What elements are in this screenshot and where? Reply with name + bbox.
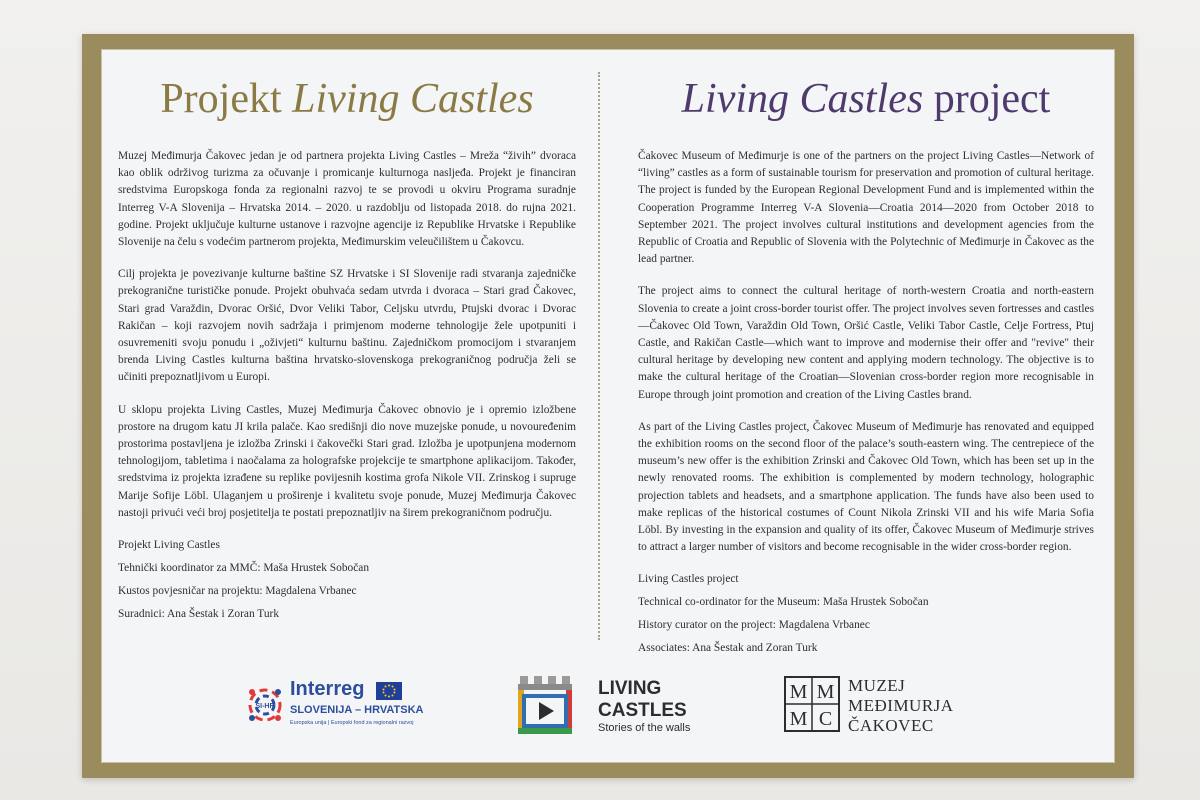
interreg-fund-note: Europska unija | Europski fond za regionalni razvoj: [290, 720, 414, 726]
credit-line: Tehnički koordinator za MMČ: Maša Hrustek Sobočan: [118, 562, 370, 575]
english-credits: [638, 571, 1094, 657]
croatian-paragraph-3: U sklopu projekta Living Castles, Muzej Međimurja Čakovec obnovio je i opremio izložbene prostore na drugom katu JI krila palače. Kao središnji dio nove muzejske ponude, u novouređenim prostorima postavljena je izložba Zrinski i čakovečki Stari grad. Izložba je upotpunjena modernom tehnologijom, tabletima i naočalama za holografske projekcije te smartphone aplikacijom. Također, sredstvima iz projekta izrađene su replike povijesnih kostima grofa Nikole VII. Zrinskog i supruge Marije Sofije Löbl. Ulaganjem u proširenje i kvalitetu svoje ponude, Muzej Međimurja Čakovec nastoji privući veći broj posjetitelja te postati prepoznatljiv na širem prekograničnom području.: [118, 403, 576, 519]
croatian-paragraph-1: Muzej Međimurja Čakovec jedan je od partnera projekta Living Castles – Mreža “živih” dvoraca kao oblik održivog turizma za očuvanje i promicanje kulturnoga nasljeđa. Projekt je financiran sredstvima Europskoga fonda za regionalni razvoj te se provodi u okviru Programa suradnje Interreg V-A Slovenija – Hrvatska 2014. – 2020. u razdoblju od listopada 2018. do rujna 2021. godine. Projekt uključuje kulturne ustanove i razvojne agencije iz Republike Hrvatske i Republike Slovenije na čelu s vodećim partnerom projekta, Međimurskim veleučilištem u Čakovcu.: [118, 150, 576, 249]
credit-line: Associates: Ana Šestak and Zoran Turk: [638, 642, 818, 655]
eu-flag-icon: [376, 682, 402, 700]
interreg-logo: [242, 670, 432, 740]
si-hr-mark: SI-HR: [255, 703, 275, 710]
croatian-column: [118, 70, 576, 629]
castle-play-icon: [514, 672, 584, 738]
column-divider: [598, 72, 600, 640]
english-body: [638, 148, 1094, 556]
croatian-paragraph-2: Cilj projekta je povezivanje kulturne baštine SZ Hrvatske i SI Slovenije radi stvaranja zajedničke prekogranične turističke ponude. Projekt obuhvaća sedam utvrda i dvoraca – Stari grad Čakovec, Stari grad Varaždin, Dvorac Oršić, Dvor Veliki Tabor, Celjsku utvrdu, Ptujski dvorac i Dvorac Rakičan – koji razvojem novih sadržaja i primjenom moderne tehnologije žele upotpuniti i osuvremeniti svoju ponudu i „oživjeti“ kulturnu baštinu. Zajedničkom promocijom i stvaranjem brenda Living Castles kulturna baština hrvatsko-slovenskoga prekograničnog područja želi se učiniti prepoznatljivom u Europi.: [118, 268, 576, 384]
museum-monogram-icon: [784, 676, 840, 732]
english-paragraph-2: The project aims to connect the cultural heritage of north-western Croatia and north-eastern Slovenia to create a joint cross-border tourist offer. The project involves seven fortresses and castles—Čakovec Old Town, Varaždin Old Town, Oršić Castle, Veliki Tabor Castle, Celje Fortress, Ptuj Castle, and Rakičan Castle—which want to improve and modernise their offer and "revive" their cultural heritage by developing new content and applying modern technology. The objective is to make the cultural heritage of the Croatian—Slovenian cross-border region more recognisable in Europe through joint promotion and creation of the Living Castles brand.: [638, 285, 1095, 401]
english-column: [638, 70, 1094, 663]
english-paragraph-1: Čakovec Museum of Međimurje is one of the partners on the project Living Castles—Network of “living” castles as a form of sustainable tourism for preservation and promotion of cultural heritage. The project is funded by the European Regional Development Fund and is implemented within the Cooperation Programme Interreg V-A Slovenia—Croatia 2014—2020 from October 2018 to September 2021. The project involves cultural institutions and development agencies from the Republic of Croatia and Republic of Slovenia with the Polytechnic of Međimurje in Čakovec as the lead partner.: [638, 150, 1094, 266]
english-title: Living Castles project: [681, 76, 1051, 122]
svg-text:M: M: [789, 708, 808, 730]
interreg-subtitle: SLOVENIJA – HRVATSKA: [290, 704, 424, 716]
croatian-body: [118, 148, 576, 522]
english-paragraph-3: As part of the Living Castles project, Čakovec Museum of Međimurje has renovated and equipped the exhibition rooms on the second floor of the palace’s south-eastern wing. The centrepiece of the museum’s new offer is the exhibition Zrinski and Čakovec Old Town, which has been set up in the newly renovated rooms. The exhibition is complemented by modern technology, holographic projection tablets and headsets, and a smartphone application. The funds have also been used to make replicas of the historical costumes of Count Nikola Zrinski VII and his wife Maria Sofia Löbl. By investing in the expansion and quality of its offer, Čakovec Museum of Međimurje strives to attract a larger number of visitors and become recognisable in the wider cross-border region.: [638, 420, 1094, 554]
svg-text:M: M: [816, 681, 835, 703]
croatian-title: Projekt Living Castles: [160, 76, 534, 122]
credit-line: Kustos povjesničar na projektu: Magdalena Vrbanec: [118, 585, 357, 598]
svg-text:M: M: [789, 681, 808, 703]
croatian-credits: [118, 537, 576, 623]
museum-name: MUZEJ MEĐIMURJA ČAKOVEC: [848, 676, 954, 735]
living-castles-tagline: Stories of the walls: [598, 722, 691, 734]
credit-line: Suradnici: Ana Šestak i Zoran Turk: [118, 608, 280, 621]
living-castles-logo: [514, 670, 704, 740]
credit-line: Living Castles project: [638, 573, 739, 586]
credit-line: History curator on the project: Magdalena Vrbanec: [638, 619, 870, 632]
interreg-title: Interreg: [290, 678, 365, 700]
si-hr-people-icon: [242, 682, 288, 728]
muzej-medjimurja-logo: [784, 670, 984, 740]
living-castles-wordmark: LIVING CASTLES: [598, 678, 687, 721]
credit-line: Projekt Living Castles: [118, 539, 220, 552]
svg-text:C: C: [818, 708, 833, 730]
logo-strip: [102, 660, 1114, 760]
credit-line: Technical co-ordinator for the Museum: Maša Hrustek Sobočan: [638, 596, 929, 609]
